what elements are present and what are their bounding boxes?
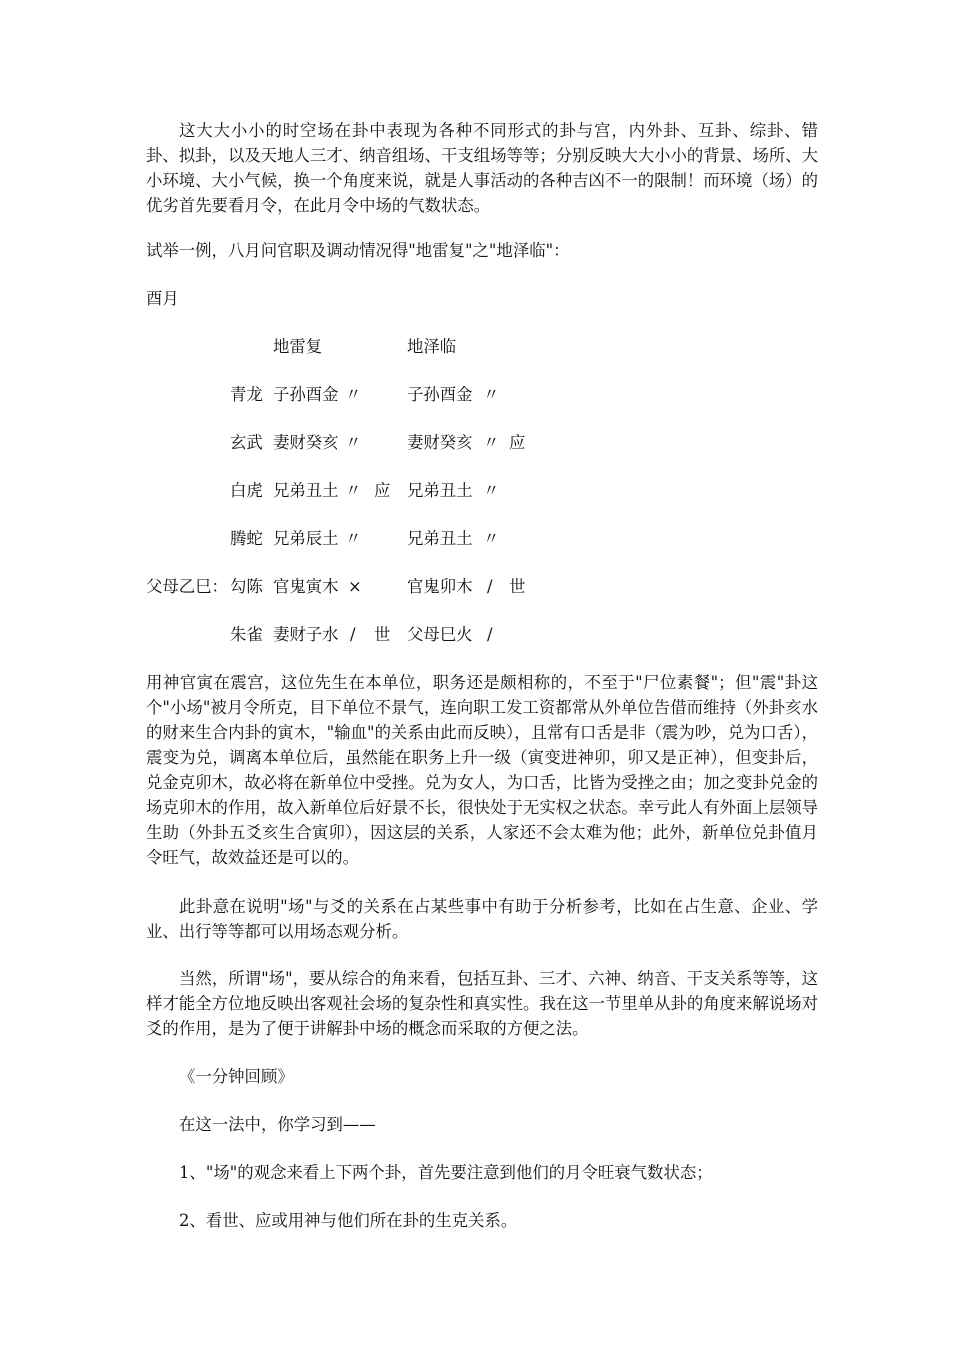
main-line-mark: / [350,625,356,644]
six-spirit: 玄武 [230,433,263,452]
main-line: 妻财子水 [273,625,339,644]
response-tag: 应 [509,433,526,452]
review-intro: 在这一法中，你学习到—— [179,1115,376,1134]
six-spirit: 勾陈 [230,577,263,596]
six-spirit: 青龙 [230,385,263,404]
changed-line: 兄弟丑土 [407,481,473,500]
main-line: 子孙酉金 [273,385,339,404]
changed-line-mark: 〃 [483,433,500,452]
changed-line-mark: 〃 [483,385,500,404]
changed-line: 父母巳火 [407,625,473,644]
paragraph-time-space-field: 这大大小小的时空场在卦中表现为各种不同形式的卦与宫，内外卦、互卦、综卦、错卦、拟卦，以及天地人三才、纳音组场、干支组场等等；分别反映大大小小的背景、场所、大小环境、大小气候，换一个角度来说，就是人事活动的各种吉凶不一的限制！而环境（场）的优劣首先要看月令，在此月令中场的气数状态。 [146,121,819,215]
paragraph-example-intro: 试举一例，八月问官职及调动情况得"地雷复"之"地泽临"： [146,241,570,260]
main-line-mark: 〃 [345,385,362,404]
changed-hexagram-title: 地泽临 [407,337,457,356]
changed-line: 妻财癸亥 [407,433,473,452]
changed-line: 官鬼卯木 [407,577,473,596]
main-line: 兄弟辰土 [273,529,339,548]
hidden-spirit-label: 父母乙巳： [146,577,228,596]
main-line: 兄弟丑土 [273,481,339,500]
main-line-mark: 〃 [345,529,362,548]
month-label: 酉月 [146,289,179,308]
changed-line-mark: / [487,625,493,644]
world-tag: 世 [374,625,391,644]
main-line-mark: 〃 [345,481,362,500]
main-line: 妻财癸亥 [273,433,339,452]
main-line: 官鬼寅木 [273,577,339,596]
six-spirit: 白虎 [230,481,263,500]
changed-line: 兄弟丑土 [407,529,473,548]
response-tag: 应 [374,481,391,500]
paragraph-field-summary: 当然，所谓"场"，要从综合的角来看，包括互卦、三才、六神、纳音、干支关系等等，这样才能全方位地反映出客观社会场的复杂性和真实性。我在这一节里单从卦的角度来解说场对爻的作用，是为了便于讲解卦中场的概念而采取的方便之法。 [146,969,819,1038]
changed-line: 子孙酉金 [407,385,473,404]
main-line-mark: 〃 [345,433,362,452]
changed-line-mark: / [487,577,493,596]
paragraph-analysis: 用神官寅在震宫，这位先生在本单位，职务还是颇相称的，不至于"尸位素餐"；但"震"卦这个"小场"被月令所克，目下单位不景气，连向职工发工资都常从外单位告借而维持（外卦亥水的财来生合内卦的寅木，"输血"的关系由此而反映），且常有口舌是非（震为吵，兑为口舌），震变为兑，调离本单位后，虽然能在职务上升一级（寅变进神卯，卯又是正神），但变卦后，兑金克卯木，故必将在新单位中受挫。兑为女人，为口舌，比皆为受挫之由；加之变卦兑金的场克卯木的作用，故入新单位后好景不长，很快处于无实权之状态。幸亏此人有外面上层领导生助（外卦五爻亥生合寅卯），因这层的关系，人家还不会太难为他；此外，新单位兑卦值月令旺气，故效益还是可以的。 [146,673,819,867]
six-spirit: 腾蛇 [230,529,263,548]
main-hexagram-title: 地雷复 [273,337,323,356]
review-item-1: 1、"场"的观念来看上下两个卦，首先要注意到他们的月令旺衰气数状态； [179,1163,713,1182]
review-item-2: 2、看世、应或用神与他们所在卦的生克关系。 [179,1211,518,1230]
main-line-mark: × [348,577,362,596]
six-spirit: 朱雀 [230,625,263,644]
changed-line-mark: 〃 [483,529,500,548]
paragraph-field-purpose: 此卦意在说明"场"与爻的关系在占某些事中有助于分析参考，比如在占生意、企业、学业、出行等等都可以用场态观分析。 [146,897,818,941]
review-heading: 《一分钟回顾》 [179,1067,294,1086]
world-tag: 世 [509,577,526,596]
changed-line-mark: 〃 [483,481,500,500]
